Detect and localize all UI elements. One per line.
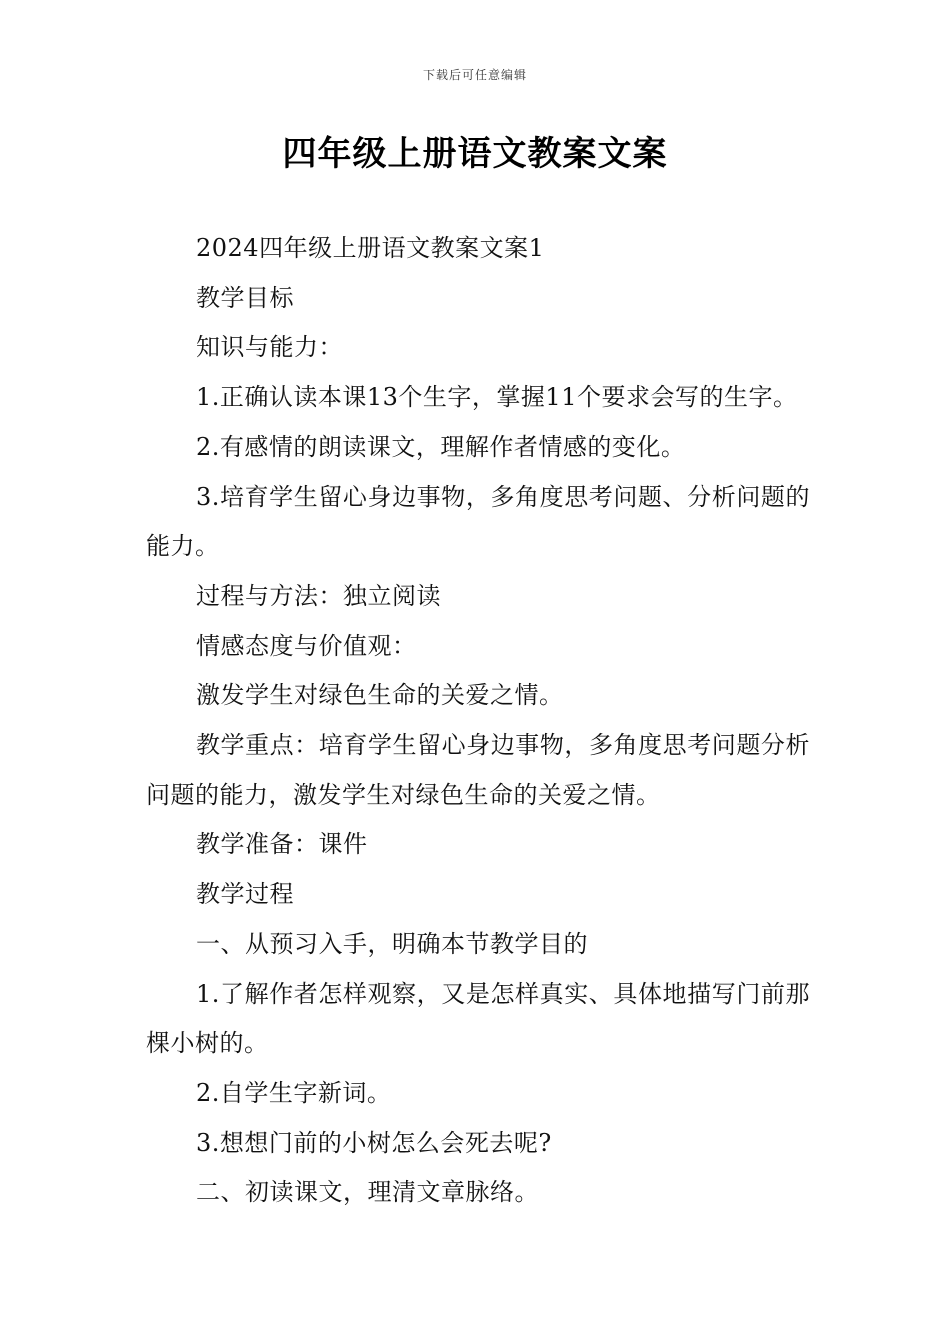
paragraph-knowledge-ability: 知识与能力： [196,333,343,362]
paragraph-step-1-item-2: 2.自学生字新词。 [196,1078,392,1107]
paragraph-step-2: 二、初读课文，理清文章脉络。 [196,1178,539,1207]
paragraph-preparation: 教学准备：课件 [196,830,368,859]
paragraph-goal-3: 3.培育学生留心身边事物，多角度思考问题、分析问题的能力。 [146,482,810,561]
header-note: 下载后可任意编辑 [422,68,527,82]
document-title: 四年级上册语文教案文案 [282,134,668,174]
paragraph-inspire-love: 激发学生对绿色生命的关爱之情。 [196,681,564,710]
paragraph-teaching-process: 教学过程 [196,880,294,909]
paragraph-step-1: 一、从预习入手，明确本节教学目的 [196,929,588,958]
paragraph-goal-2: 2.有感情的朗读课文，理解作者情感的变化。 [196,432,686,461]
paragraph-key-points: 教学重点：培育学生留心身边事物，多角度思考问题分析问题的能力，激发学生对绿色生命的关爱之情。 [146,731,810,809]
paragraph-teaching-goals: 教学目标 [196,283,294,312]
paragraph-attitude-values: 情感态度与价值观： [196,631,417,660]
paragraph-step-1-item-3: 3.想想门前的小树怎么会死去呢? [196,1128,552,1157]
document-body [146,224,810,1218]
paragraph-step-1-item-1: 1.了解作者怎样观察，又是怎样真实、具体地描写门前那棵小树的。 [146,979,810,1058]
paragraph-section-heading: 2024四年级上册语文教案文案1 [196,234,545,262]
paragraph-process-method: 过程与方法：独立阅读 [196,581,441,610]
paragraph-goal-1: 1.正确认读本课13个生字，掌握11个要求会写的生字。 [196,383,798,412]
